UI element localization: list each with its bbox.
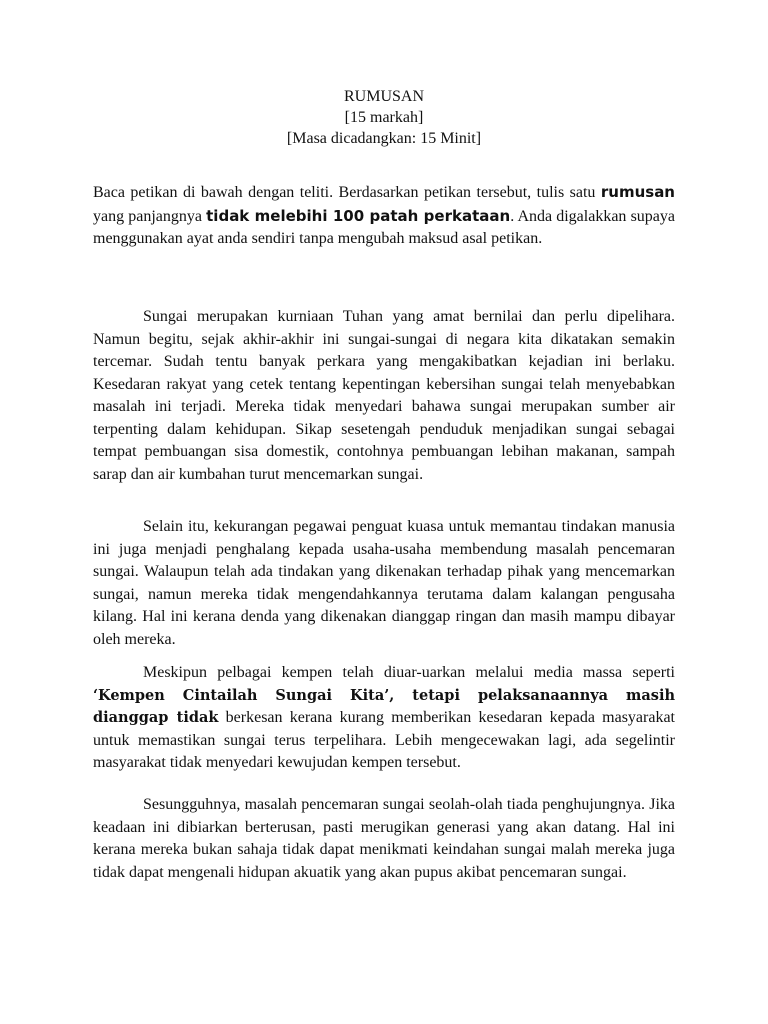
instructions-text-2: yang panjangnya [93, 207, 207, 225]
instructions-text-3: . Anda digalakkan supaya menggunakan ayat anda sendiri tanpa mengubah maksud asal petikan. [93, 207, 675, 247]
paragraph-3-text-end: berkesan kerana kurang memberikan kesedaran kepada masyarakat untuk memastikan sungai terus terpelihara. Lebih mengecewakan lagi, ada segelintir masyarakat tidak menyedari kewujudan kempen tersebut. [93, 709, 675, 771]
passage-paragraph-4: Sesungguhnya, masalah pencemaran sungai seolah-olah tiada penghujungnya. Jika keadaan ini dibiarkan berterusan, pasti merugikan generasi yang akan datang. Hal ini kerana mereka bukan sahaja tidak dapat menikmati keindahan sungai malah mereka juga tidak dapat mengenali hidupan akuatik yang akan pupus akibat pencemaran sungai. [93, 796, 675, 881]
passage-paragraph-3 [93, 662, 675, 775]
document-header [93, 86, 675, 149]
passage-paragraph-1: Sungai merupakan kurniaan Tuhan yang amat bernilai dan perlu dipelihara. Namun begitu, sejak akhir-akhir ini sungai-sungai di negara kita dikatakan semakin tercemar. Sudah tentu banyak perkara yang mengakibatkan kejadian ini berlaku. Kesedaran rakyat yang cetek tentang kepentingan kebersihan sungai telah menyebabkan masalah ini terjadi. Mereka tidak menyedari bahawa sungai merupakan sumber air terpenting dalam kehidupan. Sikap sesetengah penduduk menjadikan sungai sebagai tempat pembuangan sisa domestik, contohnya pembuangan lebihan makanan, sampah sarap dan air kumbahan turut mencemarkan sungai. [93, 308, 675, 483]
suggested-time-label: [Masa dicadangkan: 15 Minit] [286, 130, 482, 147]
instructions-text-1: Baca petikan di bawah dengan teliti. Berdasarkan petikan tersebut, tulis satu [93, 184, 601, 201]
instructions-bold-word-limit: tidak melebihi 100 patah perkataan [206, 206, 511, 225]
campaign-name-bold: ‘Kempen Cintailah Sungai Kita’, tetapi pelaksanaannya masih dianggap tidak [93, 686, 675, 726]
instructions-bold-rumusan: rumusan [600, 183, 675, 201]
page-title: RUMUSAN [343, 88, 424, 105]
marks-label: [15 markah] [344, 109, 424, 126]
passage-paragraph-2: Selain itu, kekurangan pegawai penguat kuasa untuk memantau tindakan manusia ini juga menjadi penghalang kepada usaha-usaha membendung masalah pencemaran sungai. Walaupun telah ada tindakan yang dikenakan terhadap pihak yang mencemarkan sungai, namun mereka tidak mengendahkannya terutama dalam kalangan pengusaha kilang. Hal ini kerana denda yang dikenakan dianggap ringan dan masih mampu dibayar oleh mereka. [93, 518, 675, 648]
instructions-paragraph [93, 181, 675, 251]
paragraph-3-text-start: Meskipun pelbagai kempen telah diuar-uarkan melalui media massa seperti [143, 664, 675, 681]
